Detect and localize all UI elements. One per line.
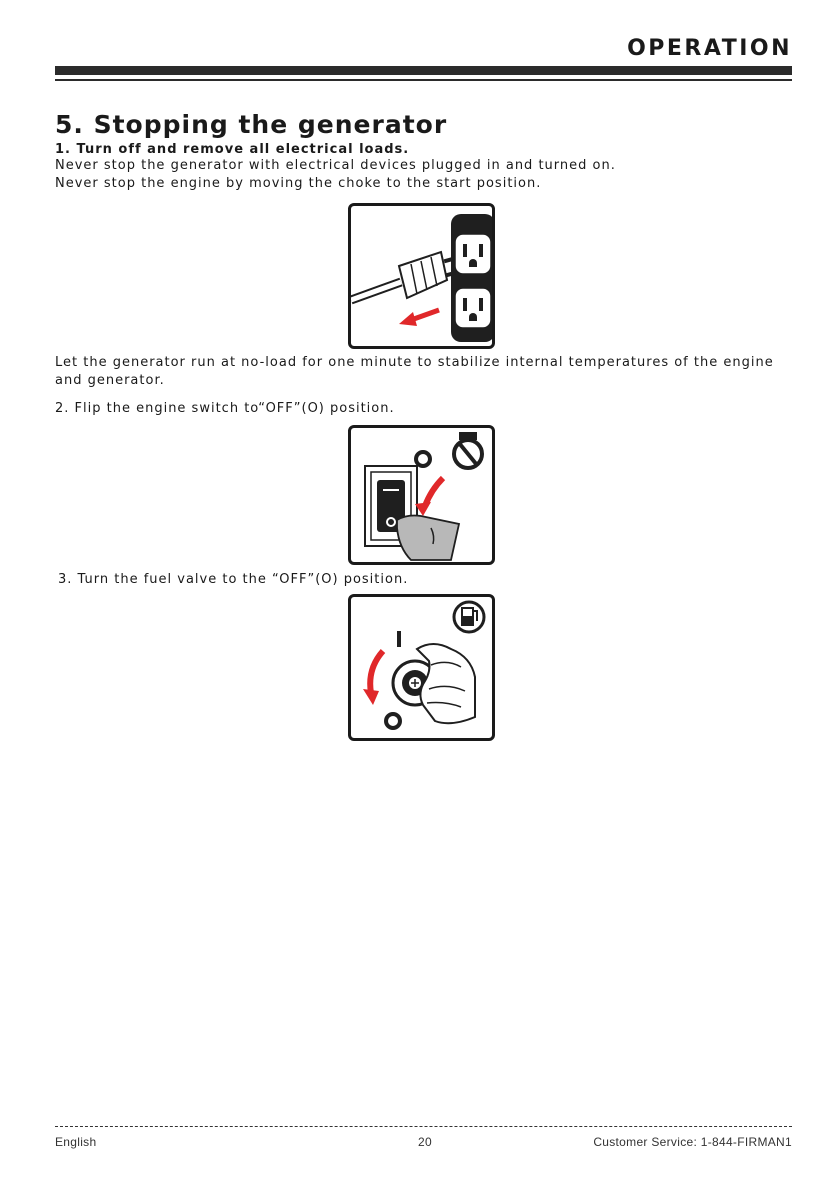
engine-switch-off-illustration bbox=[348, 425, 495, 565]
warning-text-2: Never stop the engine by moving the choke to the start position. bbox=[55, 176, 542, 191]
header-rule-thick bbox=[55, 66, 792, 75]
footer-page-number: 20 bbox=[418, 1135, 432, 1149]
header-rule-thin bbox=[55, 79, 792, 81]
note-text: Let the generator run at no-load for one minute to stabilize internal temperatures of the engine and generator. bbox=[55, 355, 774, 388]
section-label: OPERATION bbox=[627, 36, 792, 61]
warning-text-1: Never stop the generator with electrical devices plugged in and turned on. bbox=[55, 158, 616, 173]
fuel-valve-off-illustration bbox=[348, 594, 495, 741]
step-1-text: 1. Turn off and remove all electrical loads. bbox=[55, 142, 410, 157]
footer-customer-service: Customer Service: 1-844-FIRMAN1 bbox=[593, 1135, 792, 1149]
step-2-text: 2. Flip the engine switch to“OFF”(O) position. bbox=[55, 401, 395, 416]
footer-rule bbox=[55, 1126, 792, 1127]
step-3-text: 3. Turn the fuel valve to the “OFF”(O) position. bbox=[58, 572, 409, 587]
unplug-cord-illustration bbox=[348, 203, 495, 349]
footer-language: English bbox=[55, 1135, 97, 1149]
page-title: 5. Stopping the generator bbox=[55, 110, 448, 139]
